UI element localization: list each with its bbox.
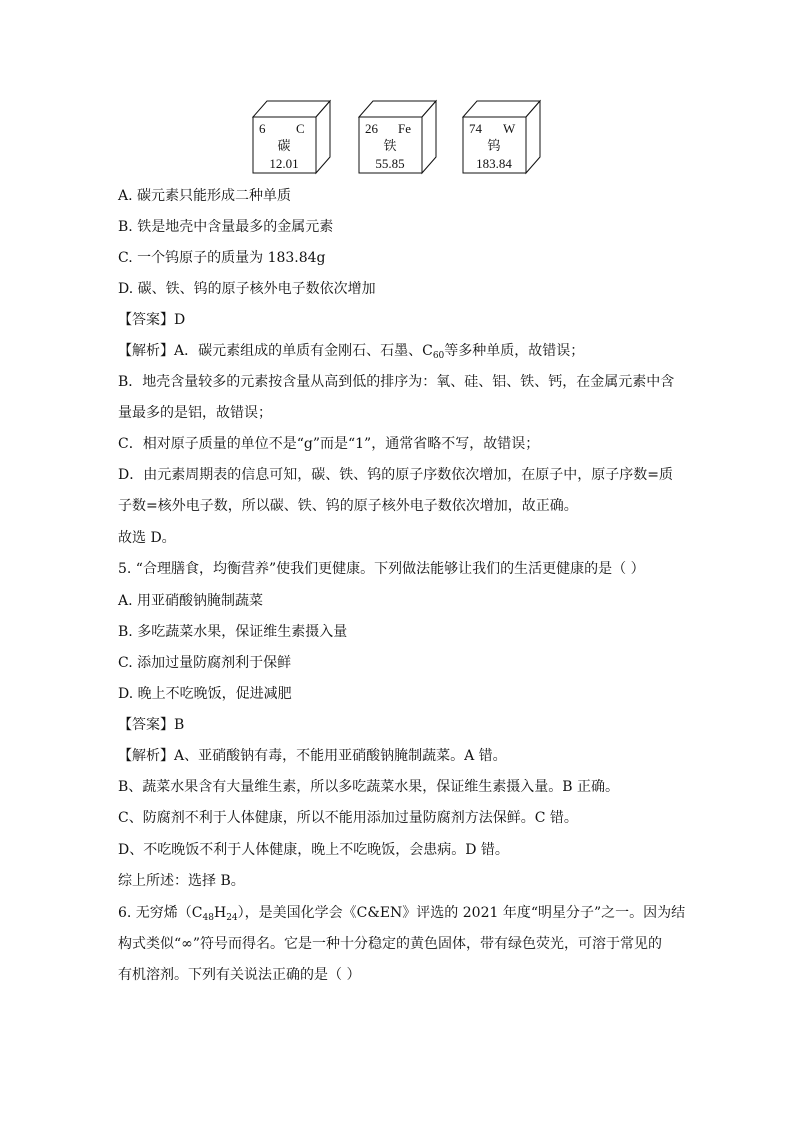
- analysis-text: 【解析】A．碳元素组成的单质有金刚石、石墨、C: [118, 343, 433, 359]
- q5-analysis-line-4: D、不吃晚饭不利于人体健康，晚上不吃晚饭，会患病。D 错。: [118, 842, 509, 858]
- element-mass: 12.01: [269, 156, 299, 171]
- q5-answer: 【答案】B: [118, 717, 185, 733]
- q4-option-d: D. 碳、铁、钨的原子核外电子数依次增加: [118, 281, 376, 297]
- subscript: 60: [432, 351, 445, 361]
- q5-conclusion: 综上所述：选择 B。: [118, 873, 245, 889]
- q4-answer: 【答案】D: [118, 312, 186, 328]
- analysis-text: 等多种单质，故错误；: [444, 343, 585, 359]
- q5-option-d: D. 晚上不吃晚饭，促进减肥: [118, 686, 292, 702]
- subscript: 48: [202, 913, 214, 923]
- element-symbol: W: [503, 121, 516, 136]
- q6-stem-line-3: 有机溶剂。下列有关说法正确的是（ ）: [118, 967, 361, 983]
- q5-stem: 5. “合理膳食，均衡营养”使我们更健康。下列做法能够让我们的生活更健康的是（ ）: [118, 561, 645, 577]
- element-name: 铁: [383, 138, 397, 153]
- element-number: 26: [365, 121, 378, 136]
- element-card-carbon: [253, 101, 330, 173]
- element-card-iron: [359, 101, 436, 173]
- q6-stem-line-2: 构式类似“∞”符号而得名。它是一种十分稳定的黄色固体，带有绿色荧光，可溶于常见的: [118, 936, 662, 952]
- element-cards-figure: [0, 0, 794, 180]
- element-card-tungsten: [463, 101, 540, 173]
- q5-option-c: C. 添加过量防腐剂利于保鲜: [118, 655, 292, 671]
- element-mass: 55.85: [375, 156, 405, 171]
- q4-option-b: B. 铁是地壳中含量最多的金属元素: [118, 219, 334, 235]
- subscript: 24: [226, 913, 238, 923]
- q5-option-b: B. 多吃蔬菜水果，保证维生素摄入量: [118, 624, 348, 640]
- element-number: 74: [469, 121, 482, 136]
- q5-analysis-line-3: C、防腐剂不利于人体健康，所以不能用添加过量防腐剂方法保鲜。C 错。: [118, 810, 578, 826]
- stem-text: H: [213, 905, 227, 921]
- q5-analysis-line-2: B、蔬菜水果含有大量维生素，所以多吃蔬菜水果，保证维生素摄入量。B 正确。: [118, 779, 620, 795]
- q4-analysis-line-4: C．相对原子质量的单位不是“g”而是“1”，通常省略不写，故错误；: [118, 436, 540, 452]
- element-symbol: Fe: [398, 121, 411, 136]
- q4-conclusion: 故选 D。: [118, 530, 176, 546]
- q4-analysis-line-2: B．地壳含量较多的元素按含量从高到低的排序为：氧、硅、铝、铁、钙，在金属元素中含: [118, 374, 675, 390]
- q4-option-c: C. 一个钨原子的质量为 183.84g: [118, 250, 326, 266]
- q4-analysis-line-5: D．由元素周期表的信息可知，碳、铁、钨的原子序数依次增加，在原子中，原子序数=质: [118, 467, 673, 483]
- q4-analysis-line-6: 子数=核外电子数，所以碳、铁、钨的原子核外电子数依次增加，故正确。: [118, 498, 578, 514]
- q4-analysis-line-3: 量最多的是铝，故错误；: [118, 405, 272, 421]
- stem-text: 6. 无穷烯（C: [118, 905, 203, 921]
- element-symbol: C: [296, 121, 305, 136]
- stem-text: ），是美国化学会《C&EN》评选的 2021 年度“明星分子”之一。因为结: [237, 905, 686, 921]
- q5-option-a: A. 用亚硝酸钠腌制蔬菜: [118, 593, 264, 609]
- q6-stem-line-1: [118, 903, 685, 928]
- q4-analysis-line-1: [118, 341, 584, 366]
- element-number: 6: [259, 121, 266, 136]
- q4-option-a: A. 碳元素只能形成二种单质: [118, 188, 292, 204]
- q5-analysis-line-1: 【解析】A、亚硝酸钠有毒，不能用亚硝酸钠腌制蔬菜。A 错。: [118, 748, 507, 764]
- element-name: 碳: [277, 138, 291, 153]
- element-name: 钨: [487, 138, 501, 153]
- element-mass: 183.84: [476, 156, 512, 171]
